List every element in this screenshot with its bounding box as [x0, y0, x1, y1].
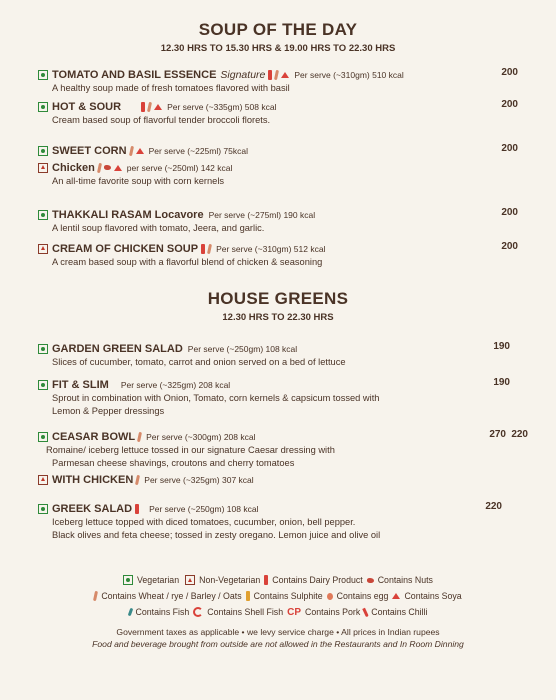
- serve-info: Per serve (~325gm) 307 kcal: [144, 474, 254, 485]
- item-description: A lentil soup flavored with tomato, Jeera, and garlic.: [52, 223, 265, 233]
- price: 270: [489, 429, 506, 440]
- soya-icon: [136, 148, 144, 154]
- menu-item-ceasar-bowl: [38, 429, 528, 487]
- legend-chilli: Contains Chilli: [371, 607, 428, 617]
- egg-icon: [104, 165, 111, 170]
- price: 200: [501, 241, 518, 252]
- serve-info: Per serve (~300gm) 208 kcal: [146, 431, 256, 442]
- signature-label: Signature: [220, 68, 266, 81]
- menu-item-greek-salad: [38, 501, 528, 541]
- item-description: A cream based soup with a flavorful blend of chicken & seasoning: [52, 257, 323, 267]
- soup-section-title: SOUP OF THE DAY: [198, 20, 358, 39]
- item-description-cont: Parmesan cheese shavings, croutons and cherry tomatoes: [52, 457, 295, 468]
- legend-egg: Contains egg: [336, 591, 389, 601]
- price: 200: [501, 207, 518, 218]
- soup-section-hours: 12.30 HRS TO 15.30 HRS & 19.00 HRS TO 22.30 HRS: [160, 43, 396, 54]
- wheat-icon: [93, 591, 98, 601]
- price: 220: [485, 501, 502, 512]
- greens-section-title: HOUSE GREENS: [207, 289, 349, 308]
- wheat-icon: [129, 145, 134, 155]
- greens-section-hours: 12.30 HRS TO 22.30 HRS: [222, 312, 334, 323]
- item-description: Romaine/ iceberg lettuce tossed in our signature Caesar dressing with: [46, 445, 335, 455]
- item-name: SWEET CORN: [52, 144, 127, 157]
- non-veg-icon: [38, 244, 48, 254]
- legend-dairy: Contains Dairy Product: [272, 575, 363, 585]
- legend-shellfish: Contains Shell Fish: [207, 607, 284, 617]
- price: 200: [501, 99, 518, 110]
- item-description: Iceberg lettuce topped with diced tomatoes, cucumber, onion, bell pepper.: [52, 517, 356, 527]
- item-name: GREEK SALAD: [52, 502, 133, 515]
- wheat-icon: [97, 162, 102, 172]
- item-sub-name: Chicken: [52, 161, 95, 174]
- serve-info: Per serve (~250gm) 108 kcal: [149, 503, 259, 514]
- dairy-icon: [201, 244, 205, 254]
- dairy-icon: [141, 102, 145, 112]
- legend-vegetarian: Vegetarian: [137, 575, 180, 585]
- serve-info: per serve (~250ml) 142 kcal: [126, 162, 233, 173]
- egg-icon: [327, 593, 333, 600]
- item-name: FIT & SLIM: [52, 378, 109, 391]
- item-name: CEASAR BOWL: [52, 430, 136, 443]
- wheat-icon: [135, 474, 140, 484]
- item-description: An all-time favorite soup with corn kernels: [52, 176, 225, 186]
- menu-item-cream-of-chicken: [38, 241, 528, 269]
- wheat-icon: [207, 243, 212, 253]
- legend-sulphite: Contains Sulphite: [253, 591, 323, 601]
- allergen-legend: [0, 572, 556, 620]
- non-veg-icon: [185, 575, 195, 585]
- item-description: Sprout in combination with Onion, Tomato, corn kernels & capsicum tossed with: [52, 393, 380, 403]
- veg-icon: [38, 70, 48, 80]
- footer-tax-note: Government taxes as applicable • we levy service charge • All prices in Indian rupees: [116, 627, 440, 637]
- soya-icon: [281, 72, 289, 78]
- legend-soya: Contains Soya: [404, 591, 462, 601]
- veg-icon: [38, 432, 48, 442]
- menu-item-hot-sour: [38, 99, 528, 127]
- serve-info: Per serve (~310gm) 510 kcal: [294, 69, 404, 80]
- menu-item-garden-green-salad: [38, 341, 528, 369]
- legend-non-vegetarian: Non-Vegetarian: [199, 575, 261, 585]
- serve-info: Per serve (~310gm) 512 kcal: [216, 243, 326, 254]
- price: 190: [493, 341, 510, 352]
- dairy-icon: [135, 504, 139, 514]
- serve-info: Per serve (~225ml) 75kcal: [148, 145, 249, 156]
- chilli-icon: [363, 607, 370, 616]
- wheat-icon: [274, 69, 279, 79]
- item-name: HOT & SOUR: [52, 100, 122, 113]
- serve-info: Per serve (~325gm) 208 kcal: [120, 379, 231, 390]
- price: 200: [501, 143, 518, 154]
- wheat-icon: [137, 431, 142, 441]
- veg-icon: [38, 344, 48, 354]
- item-description: A healthy soup made of fresh tomatoes flavored with basil: [52, 83, 290, 93]
- item-description-cont: Lemon & Pepper dressings: [52, 405, 165, 416]
- nuts-icon: [367, 578, 374, 583]
- item-name: CREAM OF CHICKEN SOUP: [52, 242, 199, 255]
- legend-nuts: Contains Nuts: [377, 575, 433, 585]
- footer-outside-food-note: Food and beverage brought from outside are not allowed in the Restaurants and In Room Dinning: [92, 639, 464, 649]
- item-name: GARDEN GREEN SALAD: [52, 342, 183, 355]
- legend-wheat: Contains Wheat / rye / Barley / Oats: [101, 591, 242, 601]
- veg-icon: [38, 102, 48, 112]
- fish-icon: [127, 608, 133, 617]
- item-description-cont: Black olives and feta cheese; tossed in zesty oregano. Lemon juice and olive oil: [52, 529, 381, 540]
- pork-icon: CP: [287, 606, 301, 618]
- legend-fish: Contains Fish: [135, 607, 190, 617]
- sulphite-icon: [246, 591, 250, 601]
- soya-icon: [114, 165, 122, 171]
- price: 190: [493, 377, 510, 388]
- veg-icon: [38, 504, 48, 514]
- dairy-icon: [264, 575, 268, 585]
- menu-item-fit-slim: [38, 377, 528, 417]
- shellfish-icon: [193, 607, 203, 617]
- menu-item-tomato-basil: [38, 67, 528, 95]
- price: 200: [501, 67, 518, 78]
- wheat-icon: [147, 101, 152, 111]
- veg-icon: [38, 146, 48, 156]
- legend-pork: Contains Pork: [305, 607, 361, 617]
- veg-icon: [123, 575, 133, 585]
- veg-icon: [38, 210, 48, 220]
- price: 220: [511, 429, 528, 440]
- item-name: THAKKALI RASAM Locavore: [52, 208, 204, 221]
- item-name: TOMATO AND BASIL ESSENCE: [52, 68, 217, 81]
- serve-info: Per serve (~335gm) 508 kcal: [167, 101, 277, 112]
- veg-icon: [38, 380, 48, 390]
- menu-item-thakkali-rasam: [38, 207, 528, 235]
- item-description: Slices of cucumber, tomato, carrot and onion served on a bed of lettuce: [52, 357, 346, 367]
- serve-info: Per serve (~250gm) 108 kcal: [187, 343, 298, 354]
- non-veg-icon: [38, 475, 48, 485]
- menu-item-sweet-corn: [38, 143, 528, 188]
- serve-info: Per serve (~275ml) 190 kcal: [208, 209, 316, 220]
- item-description: Cream based soup of flavorful tender broccoli florets.: [52, 115, 271, 125]
- non-veg-icon: [38, 163, 48, 173]
- soya-icon: [154, 104, 162, 110]
- soya-icon: [392, 593, 400, 599]
- dairy-icon: [268, 70, 272, 80]
- item-sub-name: WITH CHICKEN: [52, 473, 134, 486]
